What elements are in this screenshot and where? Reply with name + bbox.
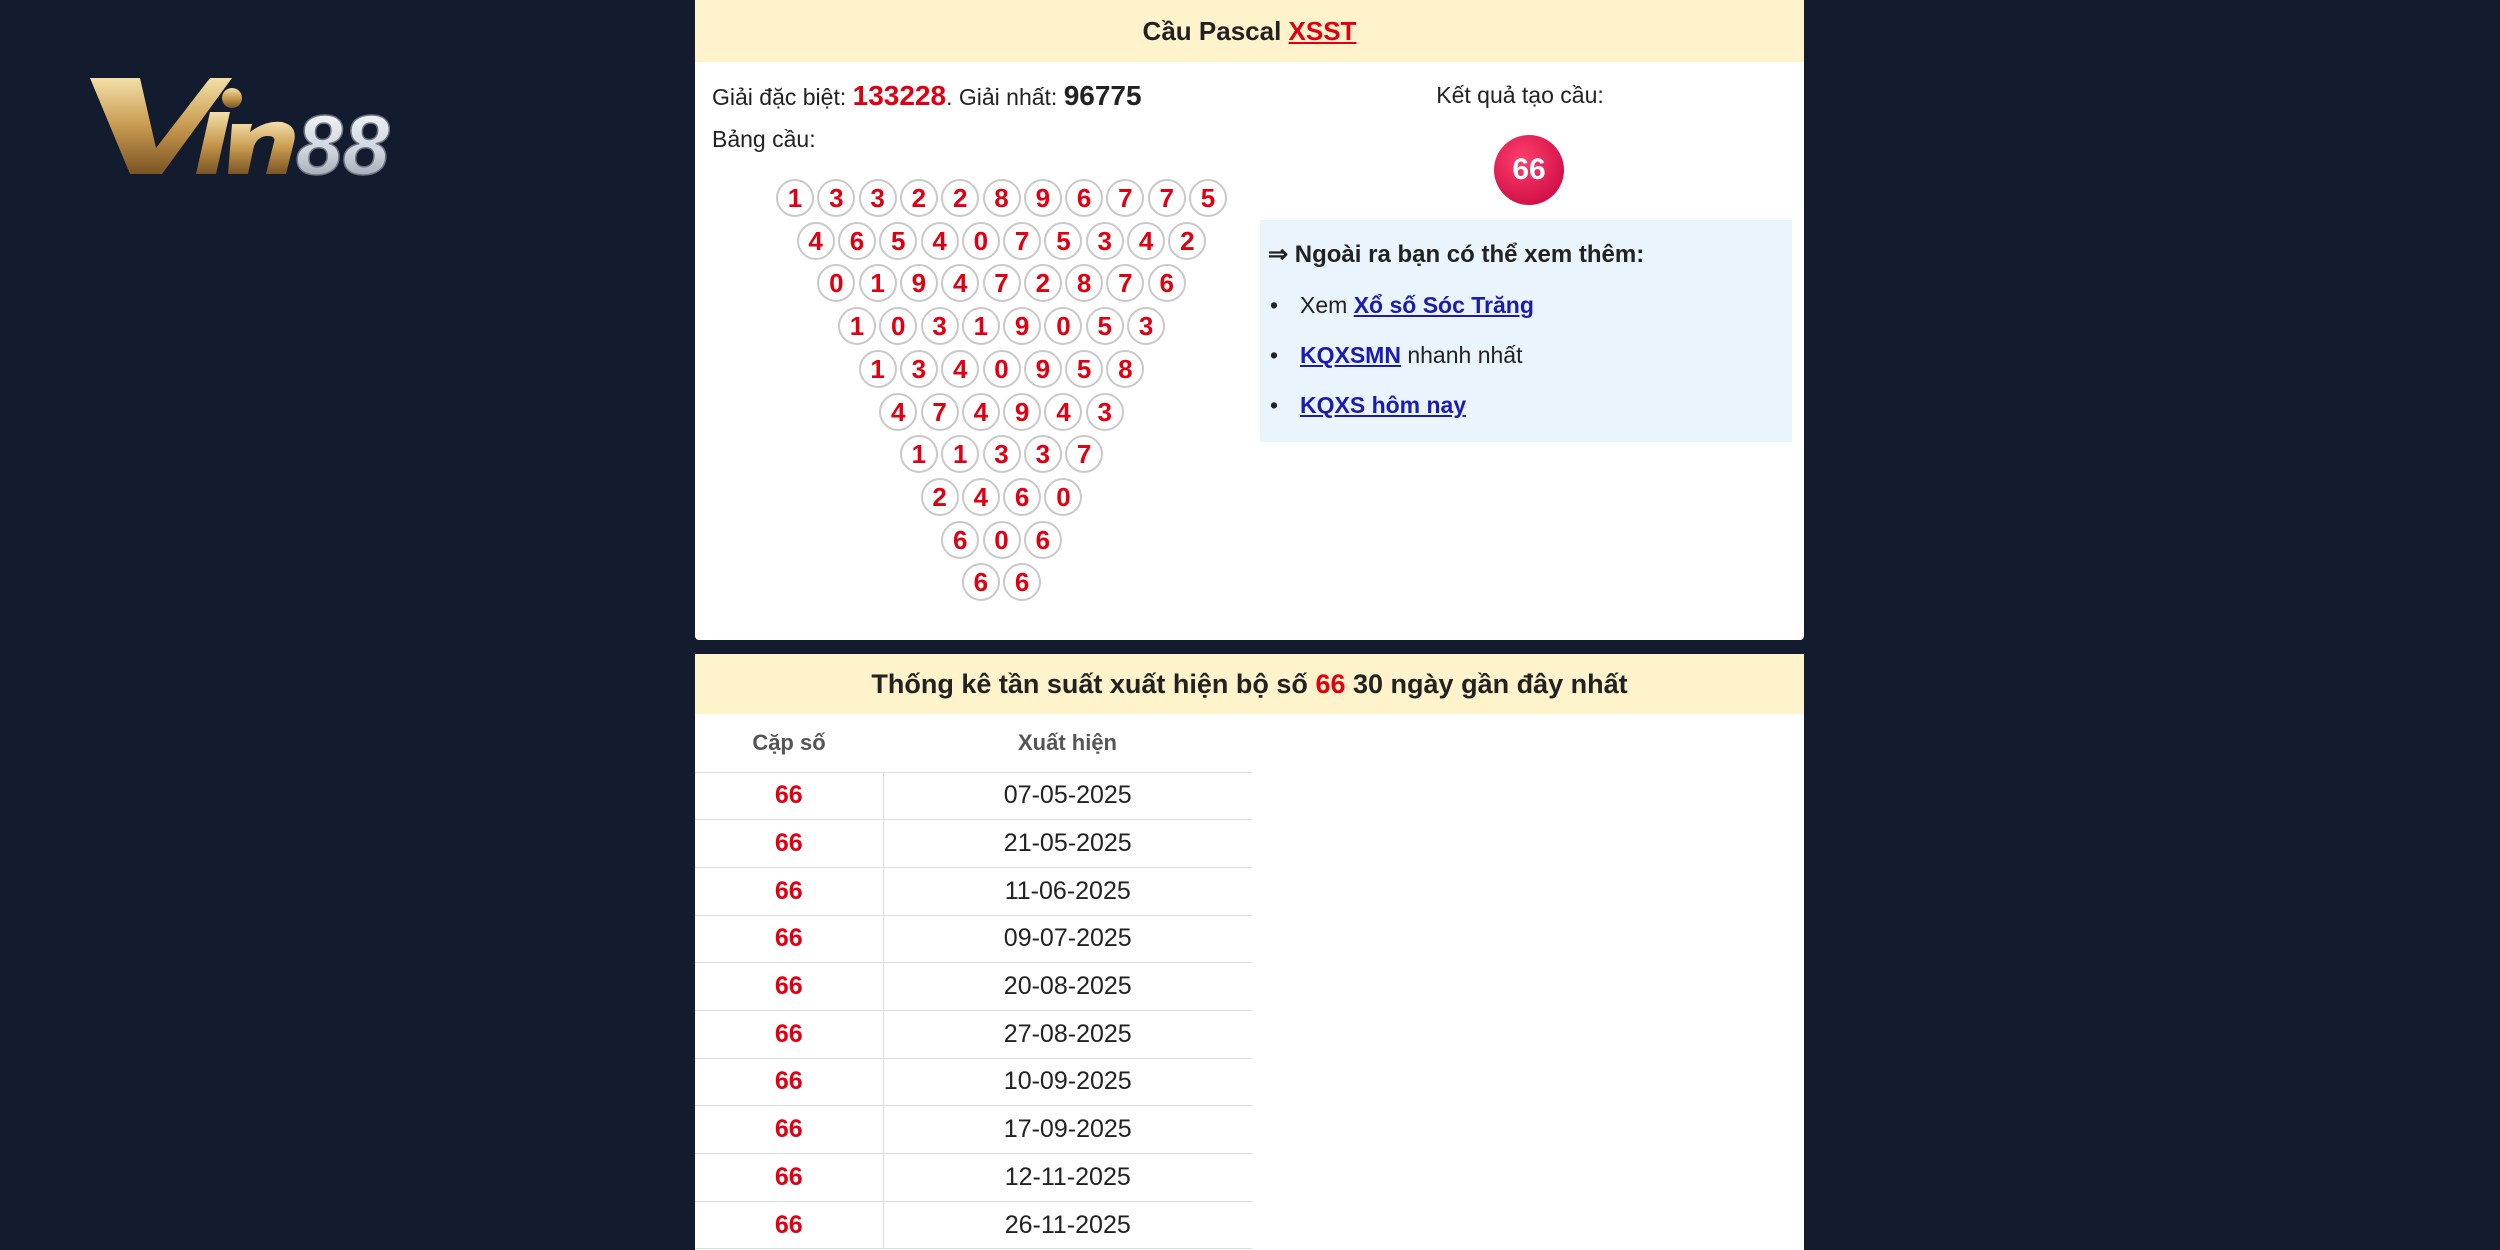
table-row — [695, 820, 1252, 868]
pascal-ball: 5 — [879, 222, 917, 260]
pascal-ball: 4 — [962, 393, 1000, 431]
pascal-ball: 6 — [962, 563, 1000, 601]
pascal-ball: 9 — [1024, 350, 1062, 388]
pascal-ball: 0 — [1044, 307, 1082, 345]
pair-cell: 66 — [695, 1201, 883, 1249]
pascal-ball: 4 — [941, 350, 979, 388]
pascal-ball: 1 — [859, 350, 897, 388]
pair-cell: 66 — [695, 915, 883, 963]
pascal-ball: 0 — [962, 222, 1000, 260]
prize-separator: . — [946, 84, 953, 110]
pascal-ball: 8 — [1065, 264, 1103, 302]
pascal-ball: 3 — [1127, 307, 1165, 345]
pascal-ball: 1 — [941, 435, 979, 473]
col-header-date: Xuất hiện — [883, 714, 1252, 772]
pair-cell: 66 — [695, 1010, 883, 1058]
pascal-ball: 1 — [900, 435, 938, 473]
pascal-ball: 1 — [838, 307, 876, 345]
pascal-ball: 6 — [1148, 264, 1186, 302]
main-content — [689, 0, 1812, 1250]
pascal-ball: 1 — [859, 264, 897, 302]
see-more-title: ⇒ Ngoài ra bạn có thể xem thêm: — [1268, 241, 1645, 268]
svg-text:88: 88 — [296, 98, 390, 180]
pascal-ball: 1 — [776, 179, 814, 217]
vin88-logo[interactable] — [82, 70, 442, 180]
table-header-row — [695, 714, 1252, 772]
pascal-ball: 6 — [1003, 478, 1041, 516]
pascal-ball: 3 — [900, 350, 938, 388]
pascal-ball: 4 — [879, 393, 917, 431]
pascal-ball: 5 — [1189, 179, 1227, 217]
pascal-ball: 0 — [983, 350, 1021, 388]
see-more-prefix: Xem — [1300, 292, 1348, 318]
col-header-pair: Cặp số — [695, 714, 883, 772]
vin88-logo-graphic — [82, 70, 442, 180]
date-cell: 09-07-2025 — [883, 915, 1252, 963]
pascal-ball: 4 — [797, 222, 835, 260]
pascal-ball: 9 — [1003, 393, 1041, 431]
pair-cell: 66 — [695, 1106, 883, 1154]
frequency-table — [695, 714, 1252, 1249]
result-label: Kết quả tạo cầu: — [1436, 82, 1604, 108]
list-item — [1300, 290, 1534, 340]
pascal-ball: 4 — [941, 264, 979, 302]
pascal-ball: 5 — [1065, 350, 1103, 388]
date-cell: 17-09-2025 — [883, 1106, 1252, 1154]
pascal-ball: 6 — [838, 222, 876, 260]
pascal-ball: 6 — [1024, 521, 1062, 559]
pascal-ball: 4 — [1044, 393, 1082, 431]
pascal-ball: 4 — [1127, 222, 1165, 260]
xsst-link[interactable]: XSST — [1288, 16, 1357, 46]
pascal-ball: 3 — [1024, 435, 1062, 473]
table-row — [695, 1201, 1252, 1249]
pascal-ball: 2 — [1168, 222, 1206, 260]
see-more-list — [1300, 290, 1534, 440]
table-row — [695, 1010, 1252, 1058]
pair-cell: 66 — [695, 867, 883, 915]
see-more-box — [1260, 220, 1792, 442]
pascal-ball: 2 — [941, 179, 979, 217]
special-prize-value: 133228 — [852, 80, 947, 111]
pascal-ball: 0 — [983, 521, 1021, 559]
date-cell: 20-08-2025 — [883, 963, 1252, 1011]
pascal-ball: 4 — [921, 222, 959, 260]
pascal-ball: 7 — [1003, 222, 1041, 260]
see-more-suffix: nhanh nhất — [1407, 342, 1523, 368]
special-prize-label: Giải đặc biệt: — [712, 84, 847, 110]
table-row — [695, 1154, 1252, 1202]
pascal-ball: 6 — [1003, 563, 1041, 601]
pascal-ball: 0 — [817, 264, 855, 302]
date-cell: 07-05-2025 — [883, 772, 1252, 820]
frequency-card — [695, 654, 1804, 1250]
date-cell: 11-06-2025 — [883, 867, 1252, 915]
pascal-ball: 7 — [1065, 435, 1103, 473]
pascal-ball: 3 — [817, 179, 855, 217]
list-item — [1300, 340, 1534, 390]
pair-cell: 66 — [695, 1154, 883, 1202]
pascal-ball: 2 — [900, 179, 938, 217]
pascal-ball: 3 — [921, 307, 959, 345]
table-row — [695, 963, 1252, 1011]
pair-cell: 66 — [695, 820, 883, 868]
freq-title-number: 66 — [1315, 669, 1346, 699]
pascal-ball: 4 — [962, 478, 1000, 516]
pascal-title: Cầu Pascal — [1142, 16, 1282, 46]
first-prize-value: 96775 — [1063, 80, 1142, 111]
frequency-card-header — [695, 654, 1804, 714]
pascal-ball: 7 — [1148, 179, 1186, 217]
pascal-ball: 9 — [1003, 307, 1041, 345]
pascal-ball: 3 — [1086, 393, 1124, 431]
pascal-ball: 8 — [983, 179, 1021, 217]
frequency-table-body — [695, 772, 1252, 1249]
kqxsmn-link[interactable]: KQXSMN — [1300, 342, 1401, 368]
date-cell: 26-11-2025 — [883, 1201, 1252, 1249]
pascal-card — [695, 0, 1804, 640]
pascal-ball: 3 — [1086, 222, 1124, 260]
pascal-ball: 2 — [1024, 264, 1062, 302]
freq-title-prefix: Thống kê tần suất xuất hiện bộ số — [871, 669, 1308, 699]
table-row — [695, 772, 1252, 820]
date-cell: 27-08-2025 — [883, 1010, 1252, 1058]
pascal-card-header — [695, 0, 1804, 62]
date-cell: 10-09-2025 — [883, 1058, 1252, 1106]
result-ball: 66 — [1494, 135, 1564, 205]
pascal-ball: 0 — [1044, 478, 1082, 516]
board-label: Bảng cầu: — [712, 126, 816, 152]
first-prize-label: Giải nhất: — [958, 84, 1058, 110]
pascal-ball: 7 — [1106, 264, 1144, 302]
table-row — [695, 867, 1252, 915]
table-row — [695, 915, 1252, 963]
pascal-ball: 5 — [1044, 222, 1082, 260]
pascal-ball: 2 — [921, 478, 959, 516]
prize-summary — [712, 80, 1142, 112]
pascal-ball: 0 — [879, 307, 917, 345]
pascal-ball: 9 — [900, 264, 938, 302]
freq-title-suffix: 30 ngày gần đây nhất — [1353, 669, 1628, 699]
pair-cell: 66 — [695, 772, 883, 820]
table-row — [695, 1106, 1252, 1154]
date-cell: 21-05-2025 — [883, 820, 1252, 868]
pair-cell: 66 — [695, 1058, 883, 1106]
table-row — [695, 1058, 1252, 1106]
pascal-ball: 1 — [962, 307, 1000, 345]
pascal-ball: 5 — [1086, 307, 1124, 345]
pascal-ball: 3 — [859, 179, 897, 217]
pascal-ball: 7 — [983, 264, 1021, 302]
pascal-ball: 6 — [941, 521, 979, 559]
xo-so-soc-trang-link[interactable]: Xổ số Sóc Trăng — [1353, 292, 1534, 318]
pascal-ball: 7 — [921, 393, 959, 431]
pascal-ball: 6 — [1065, 179, 1103, 217]
pascal-ball: 8 — [1106, 350, 1144, 388]
list-item — [1300, 390, 1534, 440]
pascal-ball: 7 — [1106, 179, 1144, 217]
pascal-ball: 9 — [1024, 179, 1062, 217]
date-cell: 12-11-2025 — [883, 1154, 1252, 1202]
pascal-ball: 3 — [983, 435, 1021, 473]
kqxs-hom-nay-link[interactable]: KQXS hôm nay — [1300, 392, 1467, 418]
pair-cell: 66 — [695, 963, 883, 1011]
